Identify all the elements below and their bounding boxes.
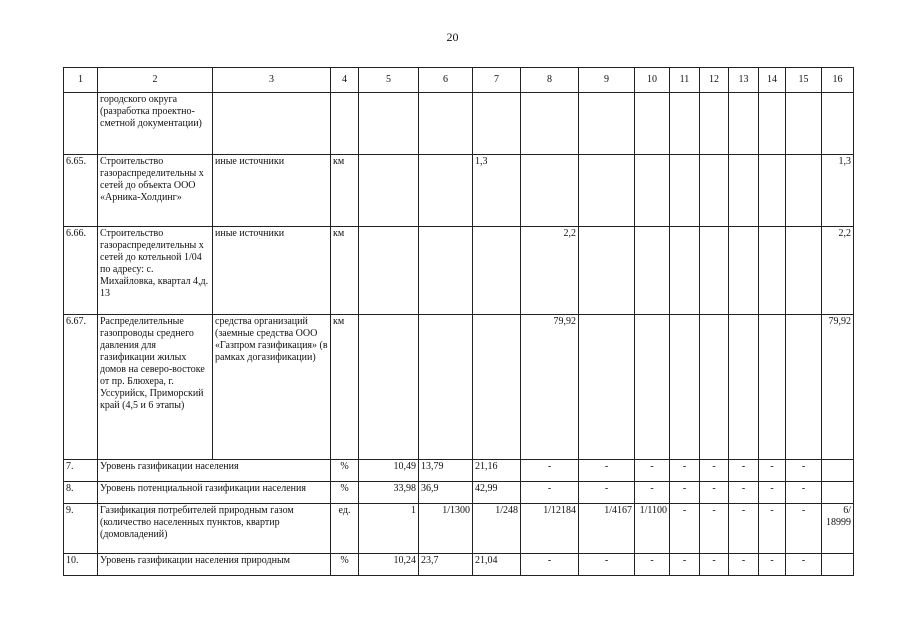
value-cell (579, 155, 635, 227)
value-cell: - (700, 504, 729, 554)
value-cell (635, 155, 670, 227)
row-name: Уровень газификации населения природным (98, 554, 331, 576)
row-source: иные источники (213, 155, 331, 227)
row-unit: км (331, 315, 359, 460)
header-cell: 10 (635, 68, 670, 93)
value-cell (700, 93, 729, 155)
value-cell: - (635, 482, 670, 504)
value-cell: 23,7 (419, 554, 473, 576)
value-cell (729, 93, 759, 155)
value-cell (729, 227, 759, 315)
value-cell (579, 315, 635, 460)
value-cell (670, 93, 700, 155)
value-cell: - (521, 482, 579, 504)
table-row (64, 482, 854, 504)
row-number: 7. (64, 460, 98, 482)
value-cell: - (786, 460, 822, 482)
value-cell: 42,99 (473, 482, 521, 504)
header-cell: 6 (419, 68, 473, 93)
value-cell: 1 (359, 504, 419, 554)
value-cell: 2,2 (822, 227, 854, 315)
value-cell: - (729, 554, 759, 576)
header-cell: 9 (579, 68, 635, 93)
row-unit: % (331, 482, 359, 504)
value-cell: - (759, 460, 786, 482)
row-number (64, 93, 98, 155)
header-cell: 15 (786, 68, 822, 93)
value-cell: 1,3 (822, 155, 854, 227)
value-cell (822, 482, 854, 504)
value-cell: 1/12184 (521, 504, 579, 554)
row-number: 8. (64, 482, 98, 504)
value-cell (700, 227, 729, 315)
value-cell (700, 315, 729, 460)
table-row (64, 554, 854, 576)
value-cell: 1,3 (473, 155, 521, 227)
table-row (64, 93, 854, 155)
page-number: 20 (446, 30, 459, 44)
value-cell (729, 315, 759, 460)
header-cell: 11 (670, 68, 700, 93)
value-cell (473, 93, 521, 155)
value-cell: - (635, 554, 670, 576)
value-cell (700, 155, 729, 227)
value-cell (759, 155, 786, 227)
row-number: 6.65. (64, 155, 98, 227)
value-cell: - (729, 482, 759, 504)
value-cell: 1/1100 (635, 504, 670, 554)
value-cell (579, 227, 635, 315)
table-row (64, 227, 854, 315)
header-cell: 4 (331, 68, 359, 93)
value-cell (419, 315, 473, 460)
value-cell: - (786, 554, 822, 576)
value-cell: - (786, 504, 822, 554)
value-cell (670, 155, 700, 227)
header-cell: 14 (759, 68, 786, 93)
value-cell: - (729, 504, 759, 554)
value-cell (579, 93, 635, 155)
header-cell: 2 (98, 68, 213, 93)
value-cell: - (729, 460, 759, 482)
table-row (64, 460, 854, 482)
row-unit: км (331, 227, 359, 315)
value-cell: 79,92 (521, 315, 579, 460)
gasification-table (63, 67, 854, 576)
value-cell: - (579, 460, 635, 482)
header-cell: 5 (359, 68, 419, 93)
value-cell: - (521, 554, 579, 576)
row-source: иные источники (213, 227, 331, 315)
value-cell (759, 315, 786, 460)
header-cell: 8 (521, 68, 579, 93)
row-unit (331, 93, 359, 155)
value-cell: - (759, 504, 786, 554)
header-cell: 16 (822, 68, 854, 93)
table-row (64, 155, 854, 227)
table-row (64, 315, 854, 460)
row-name: Строительство газораспределительны х сетей до объекта ООО «Арника-Холдинг» (98, 155, 213, 227)
row-number: 6.67. (64, 315, 98, 460)
value-cell: - (700, 554, 729, 576)
value-cell (359, 315, 419, 460)
value-cell (786, 155, 822, 227)
row-source (213, 93, 331, 155)
header-row (64, 68, 854, 93)
value-cell (635, 227, 670, 315)
value-cell (419, 155, 473, 227)
value-cell: - (635, 460, 670, 482)
value-cell (359, 93, 419, 155)
value-cell: 13,79 (419, 460, 473, 482)
row-name: Уровень газификации населения (98, 460, 331, 482)
value-cell (786, 315, 822, 460)
header-cell: 13 (729, 68, 759, 93)
value-cell: - (670, 504, 700, 554)
value-cell (359, 155, 419, 227)
value-cell: - (700, 460, 729, 482)
row-unit: % (331, 554, 359, 576)
row-unit: ед. (331, 504, 359, 554)
value-cell: - (759, 554, 786, 576)
row-unit: км (331, 155, 359, 227)
row-number: 9. (64, 504, 98, 554)
value-cell (822, 554, 854, 576)
value-cell: 36,9 (419, 482, 473, 504)
row-unit: % (331, 460, 359, 482)
value-cell: - (579, 482, 635, 504)
value-cell: 1/248 (473, 504, 521, 554)
row-name: Распределительные газопроводы среднего давления для газификации жилых домов на северо-востоке от пр. Блюхера, г. Уссурийск, Приморский край (4,5 и 6 этапы) (98, 315, 213, 460)
row-source: средства организаций (заемные средства ООО «Газпром газификация» (в рамках догазификации) (213, 315, 331, 460)
value-cell (822, 93, 854, 155)
value-cell: - (670, 460, 700, 482)
value-cell (473, 315, 521, 460)
value-cell (786, 227, 822, 315)
value-cell: - (521, 460, 579, 482)
value-cell: - (759, 482, 786, 504)
value-cell: 1/4167 (579, 504, 635, 554)
value-cell: - (670, 482, 700, 504)
value-cell (419, 227, 473, 315)
value-cell: - (786, 482, 822, 504)
row-name: Газификация потребителей природным газом (количество населенных пунктов, квартир (домовладений) (98, 504, 331, 554)
value-cell (359, 227, 419, 315)
row-name: городского округа (разработка проектно-сметной документации) (98, 93, 213, 155)
value-cell: - (670, 554, 700, 576)
value-cell: 33,98 (359, 482, 419, 504)
value-cell: 79,92 (822, 315, 854, 460)
value-cell (670, 315, 700, 460)
header-cell: 7 (473, 68, 521, 93)
value-cell (822, 460, 854, 482)
row-name: Уровень потенциальной газификации населения (98, 482, 331, 504)
value-cell (419, 93, 473, 155)
value-cell (635, 315, 670, 460)
value-cell (786, 93, 822, 155)
value-cell (473, 227, 521, 315)
value-cell (759, 227, 786, 315)
value-cell: 2,2 (521, 227, 579, 315)
value-cell: 6/ 18999 (822, 504, 854, 554)
header-cell: 3 (213, 68, 331, 93)
row-name: Строительство газораспределительны х сетей до котельной 1/04 по адресу: с. Михайловка, квартал 4,д. 13 (98, 227, 213, 315)
row-number: 10. (64, 554, 98, 576)
header-cell: 1 (64, 68, 98, 93)
value-cell: 10,24 (359, 554, 419, 576)
value-cell: - (579, 554, 635, 576)
value-cell (521, 155, 579, 227)
table-row (64, 504, 854, 554)
value-cell (635, 93, 670, 155)
value-cell: - (700, 482, 729, 504)
value-cell (521, 93, 579, 155)
value-cell: 10,49 (359, 460, 419, 482)
value-cell: 21,04 (473, 554, 521, 576)
value-cell (729, 155, 759, 227)
value-cell: 21,16 (473, 460, 521, 482)
header-cell: 12 (700, 68, 729, 93)
value-cell (759, 93, 786, 155)
value-cell (670, 227, 700, 315)
row-number: 6.66. (64, 227, 98, 315)
value-cell: 1/1300 (419, 504, 473, 554)
